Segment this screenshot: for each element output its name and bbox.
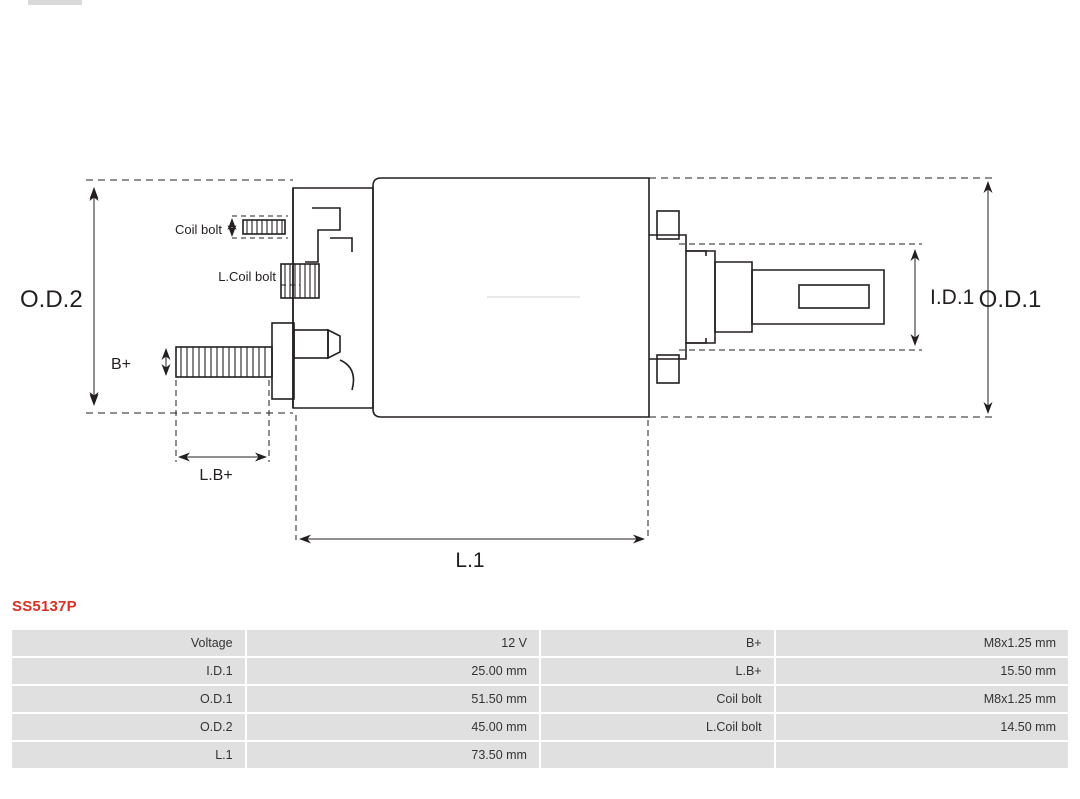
spec-label: L.B+ [541, 658, 774, 684]
spec-label: O.D.1 [12, 686, 245, 712]
spec-label: Voltage [12, 630, 245, 656]
table-row [12, 742, 1068, 768]
spec-label: O.D.2 [12, 714, 245, 740]
label-od2: O.D.2 [20, 286, 83, 313]
spec-blank-cell [776, 742, 1068, 768]
spec-value: M8x1.25 mm [776, 630, 1068, 656]
table-row [12, 714, 1068, 740]
spec-label: L.Coil bolt [541, 714, 774, 740]
label-id1: I.D.1 [930, 286, 975, 309]
table-row [12, 658, 1068, 684]
spec-label: I.D.1 [12, 658, 245, 684]
spec-value: 73.50 mm [247, 742, 539, 768]
spec-empty-cell [541, 742, 774, 768]
table-row [12, 630, 1068, 656]
specifications-table [10, 628, 1070, 770]
label-coil-bolt: Coil bolt [175, 222, 222, 237]
spec-label: B+ [541, 630, 774, 656]
spec-value: 12 V [247, 630, 539, 656]
spec-label: Coil bolt [541, 686, 774, 712]
spec-value: 45.00 mm [247, 714, 539, 740]
spec-label: L.1 [12, 742, 245, 768]
label-bplus: B+ [110, 356, 131, 373]
spec-value: 25.00 mm [247, 658, 539, 684]
label-l-coil-bolt: L.Coil bolt [218, 269, 276, 284]
label-l1: L.1 [455, 549, 485, 572]
spec-value: M8x1.25 mm [776, 686, 1068, 712]
spec-value: 15.50 mm [776, 658, 1068, 684]
label-lbplus: L.B+ [199, 467, 233, 484]
label-od1: O.D.1 [978, 286, 1042, 313]
table-row [12, 686, 1068, 712]
spec-value: 51.50 mm [247, 686, 539, 712]
part-number: SS5137P [12, 598, 77, 615]
spec-value: 14.50 mm [776, 714, 1068, 740]
